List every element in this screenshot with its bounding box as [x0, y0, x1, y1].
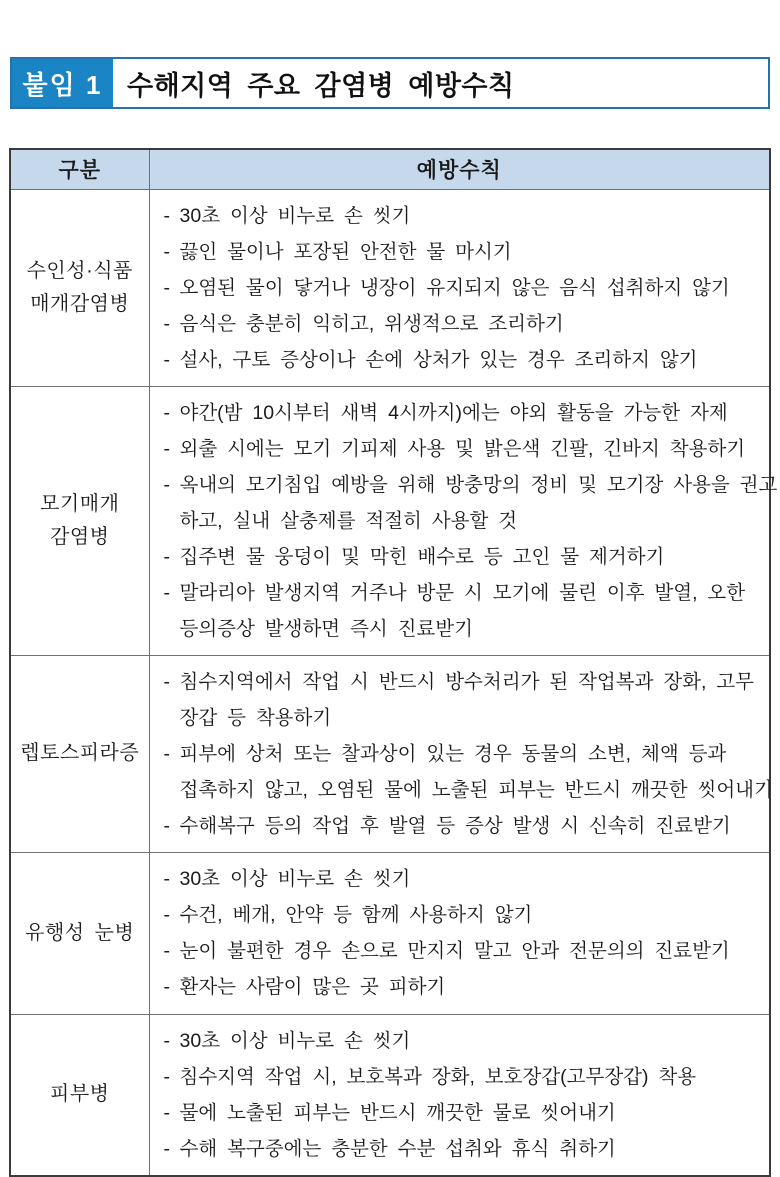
rule-text: 30초 이상 비누로 손 씻기: [179, 1029, 411, 1052]
bullet-dash: -: [163, 348, 170, 371]
category-cell: [10, 655, 149, 852]
attachment-badge: 붙임 1: [12, 59, 113, 107]
rule-item: [164, 861, 764, 897]
rule-item: [164, 1023, 764, 1059]
rules-cell: [149, 1014, 770, 1176]
category-text: 유행성 눈병: [25, 921, 135, 944]
rule-text: 침수지역 작업 시, 보호복과 장화, 보호장갑(고무장갑) 착용: [179, 1065, 697, 1088]
rule-text: 말라리아 발생지역 거주나 방문 시 모기에 물린 이후 발열, 오한 등의증상 발생하면 즉시 진료받기: [179, 581, 746, 640]
column-header-rules: 예방수칙: [149, 149, 770, 189]
rule-text: 30초 이상 비누로 손 씻기: [179, 868, 411, 890]
rule-item: [163, 736, 773, 808]
rule-text: 수해 복구중에는 충분한 수분 섭취와 휴식 취하기: [179, 1137, 616, 1160]
rule-item: [163, 467, 778, 539]
rule-text: 외출 시에는 모기 기피제 사용 및 밝은색 긴팔, 긴바지 착용하기: [179, 437, 746, 460]
rule-text: 집주변 물 웅덩이 및 막힌 배수로 등 고인 물 제거하기: [179, 545, 665, 568]
table-row: [10, 852, 770, 1014]
bullet-dash: -: [163, 670, 170, 693]
document-header: [10, 57, 770, 109]
bullet-dash: -: [163, 473, 170, 496]
rule-text: 설사, 구토 증상이나 손에 상처가 있는 경우 조리하지 않기: [179, 348, 698, 371]
rule-text: 끓인 물이나 포장된 안전한 물 마시기: [179, 240, 512, 263]
bullet-dash: -: [163, 240, 170, 263]
prevention-rules-table: [9, 148, 778, 1177]
rule-text: 옥내의 모기침입 예방을 위해 방충망의 정비 및 모기장 사용을 권고 하고, 실내 살충제를 적절히 사용할 것: [179, 473, 778, 532]
category-text: 모기매개: [40, 492, 120, 515]
category-cell: [10, 189, 149, 386]
rules-cell: [149, 655, 773, 852]
bullet-dash: -: [163, 1065, 170, 1088]
rule-text: 30초 이상 비누로 손 씻기: [179, 204, 411, 227]
rule-item: [164, 234, 764, 270]
table-row: [10, 189, 770, 386]
bullet-dash: -: [163, 940, 170, 962]
bullet-dash: -: [163, 312, 170, 335]
category-text: 피부병: [50, 1083, 110, 1105]
rule-text: 야간(밤 10시부터 새벽 4시까지)에는 야외 활동을 가능한 자제: [179, 401, 728, 424]
rules-cell: [149, 386, 778, 655]
table-body: [10, 189, 778, 1176]
rule-text: 피부에 상처 또는 찰과상이 있는 경우 동물의 소변, 체액 등과 접촉하지 않고, 오염된 물에 노출된 피부는 반드시 깨끗한 씻어내기: [179, 742, 773, 801]
table-row: [10, 386, 770, 655]
bullet-dash: -: [163, 437, 170, 460]
bullet-dash: -: [163, 1101, 170, 1124]
rule-text: 침수지역에서 작업 시 반드시 방수처리가 된 작업복과 장화, 고무 장갑 등 착용하기: [179, 670, 755, 729]
rule-text: 수건, 베개, 안약 등 함께 사용하지 않기: [179, 904, 533, 926]
page-title: 수해지역 주요 감염병 예방수칙: [127, 70, 515, 101]
bullet-dash: -: [163, 1137, 170, 1160]
category-text: 감염병: [50, 525, 110, 548]
rule-item: [164, 342, 764, 378]
table-row: [10, 655, 770, 852]
bullet-dash: -: [163, 814, 170, 837]
rule-text: 오염된 물이 닿거나 냉장이 유지되지 않은 음식 섭취하지 않기: [179, 276, 730, 299]
rule-text: 환자는 사람이 많은 곳 피하기: [179, 976, 446, 998]
rule-item: [164, 575, 764, 647]
bullet-dash: -: [163, 545, 170, 568]
column-header-category: 구분: [10, 149, 149, 189]
rule-item: [164, 306, 764, 342]
rule-item: [164, 270, 764, 306]
rule-text: 물에 노출된 피부는 반드시 깨끗한 물로 씻어내기: [179, 1101, 616, 1124]
rule-text: 눈이 불편한 경우 손으로 만지지 말고 안과 전문의의 진료받기: [179, 940, 730, 962]
rule-item: [164, 969, 764, 1005]
bullet-dash: -: [163, 581, 170, 604]
category-text: 렙토스피라증: [20, 742, 140, 764]
rules-cell: [149, 189, 770, 386]
bullet-dash: -: [163, 742, 170, 765]
category-cell: [10, 386, 149, 655]
rule-item: [164, 808, 764, 844]
table-header: [10, 149, 770, 189]
bullet-dash: -: [163, 276, 170, 299]
category-text: 수인성·식품: [26, 259, 133, 282]
rules-cell: [149, 852, 770, 1014]
category-text: 매개감염병: [30, 292, 130, 315]
rule-item: [164, 1095, 764, 1131]
rule-item: [164, 1059, 764, 1095]
rule-item: [164, 198, 764, 234]
rule-item: [164, 431, 764, 467]
bullet-dash: -: [163, 1029, 170, 1052]
bullet-dash: -: [163, 401, 170, 424]
rule-item: [164, 539, 764, 575]
category-cell: [10, 852, 149, 1014]
rule-item: [164, 395, 764, 431]
bullet-dash: -: [163, 204, 170, 227]
rule-text: 음식은 충분히 익히고, 위생적으로 조리하기: [179, 312, 564, 335]
bullet-dash: -: [163, 976, 170, 998]
rule-item: [164, 933, 764, 969]
rule-item: [164, 897, 764, 933]
bullet-dash: -: [163, 868, 170, 890]
category-cell: [10, 1014, 149, 1176]
rule-item: [164, 1131, 764, 1167]
rule-item: [164, 664, 764, 736]
bullet-dash: -: [163, 904, 170, 926]
table-row: [10, 1014, 770, 1176]
rule-text: 수해복구 등의 작업 후 발열 등 증상 발생 시 신속히 진료받기: [179, 814, 731, 837]
